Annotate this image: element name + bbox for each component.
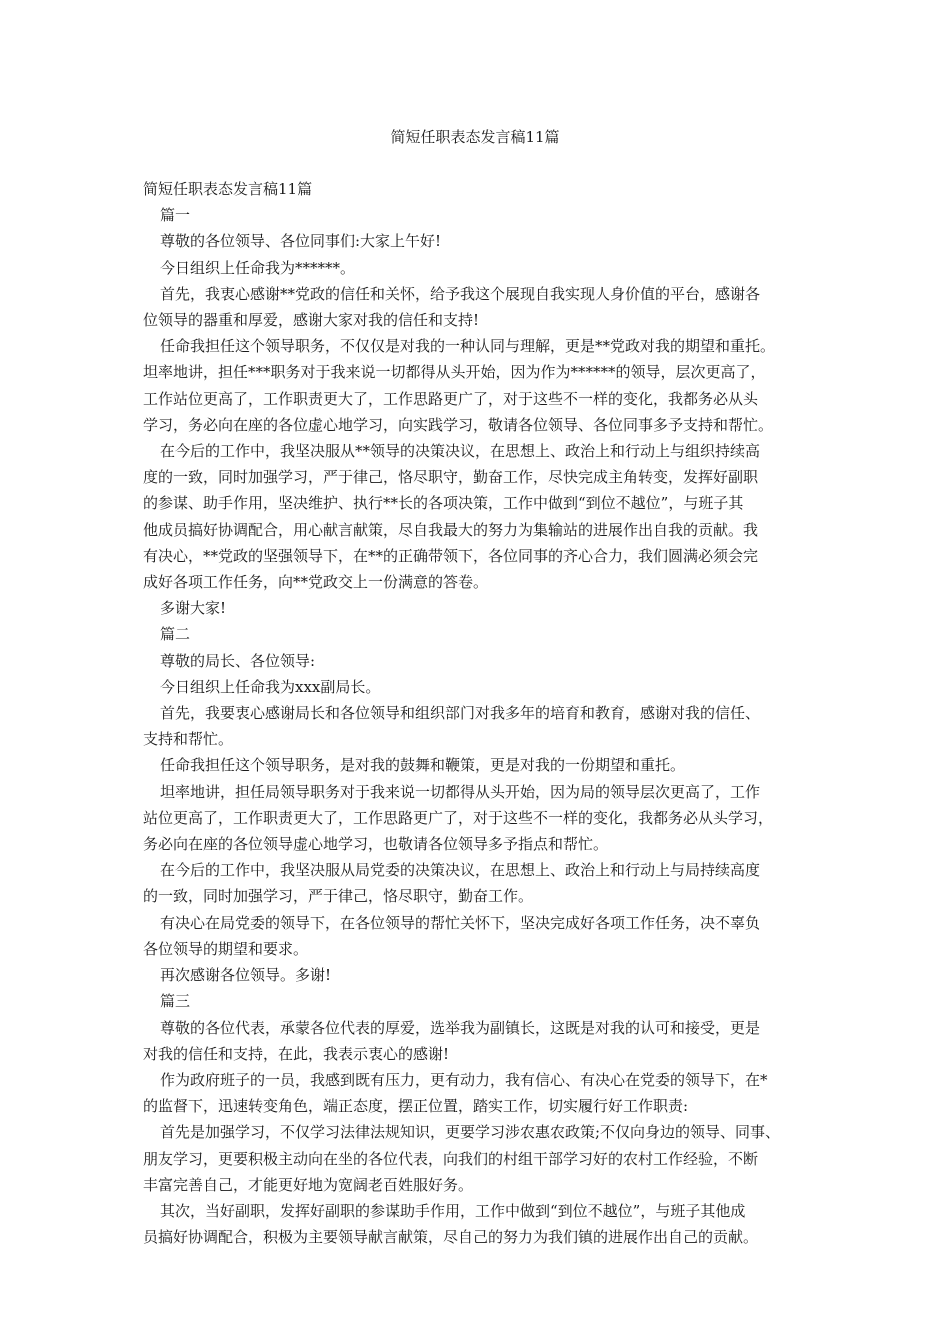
paragraph [143, 202, 823, 228]
paragraph [143, 176, 823, 202]
paragraph-line: 的一致，同时加强学习，严于律己，恪尽职守，勤奋工作。 [143, 887, 534, 906]
paragraph [143, 857, 823, 909]
paragraph-line: 他成员搞好协调配合，用心献言献策，尽自我最大的努力为集输站的进展作出自我的贡献。我 [143, 520, 759, 539]
paragraph-line: 员搞好协调配合，积极为主要领导献言献策，尽自己的努力为我们镇的进展作出自己的贡献。 [143, 1228, 759, 1247]
paragraph-line: 今日组织上任命我为******。 [160, 258, 356, 277]
paragraph-line: 多谢大家! [160, 599, 227, 618]
paragraph [143, 648, 823, 674]
paragraph-line: 再次感谢各位领导。多谢! [160, 966, 332, 985]
paragraph-line: 各位领导的期望和要求。 [143, 939, 309, 958]
paragraph-line: 位领导的器重和厚爱，感谢大家对我的信任和支持! [143, 311, 480, 330]
document-body [143, 176, 823, 1250]
paragraph [143, 438, 823, 595]
paragraph-line: 篇二 [160, 625, 191, 644]
paragraph-line: 尊敬的各位代表，承蒙各位代表的厚爱，选举我为副镇长，这既是对我的认可和接受，更是 [160, 1018, 761, 1037]
paragraph-line: 尊敬的各位领导、各位同事们:大家上午好! [160, 232, 442, 251]
paragraph-line: 的参谋、助手作用，坚决维护、执行**长的各项决策，工作中做到“到位不越位”，与班子其 [143, 494, 744, 513]
paragraph [143, 779, 823, 858]
paragraph-line: 任命我担任这个领导职务，是对我的鼓舞和鞭策，更是对我的一份期望和重托。 [160, 756, 686, 775]
paragraph-line: 其次，当好副职，发挥好副职的参谋助手作用，工作中做到“到位不越位”，与班子其他成 [160, 1201, 746, 1220]
paragraph-line: 篇一 [160, 206, 191, 225]
paragraph [143, 1067, 823, 1119]
paragraph [143, 1198, 823, 1250]
paragraph-line: 首先，我衷心感谢**党政的信任和关怀，给予我这个展现自我实现人身价值的平台，感谢各 [160, 284, 761, 303]
paragraph-line: 站位更高了，工作职责更大了，工作思路更广了，对于这些不一样的变化，我都务必从头学习， [143, 808, 774, 827]
paragraph-line: 度的一致，同时加强学习，严于律己，恪尽职守，勤奋工作，尽快完成主角转变，发挥好副职 [143, 468, 759, 487]
paragraph-line: 工作站位更高了，工作职责更大了，工作思路更广了，对于这些不一样的变化，我都务必从头 [143, 389, 759, 408]
paragraph [143, 1015, 823, 1067]
paragraph [143, 910, 823, 962]
paragraph-line: 在今后的工作中，我坚决服从局党委的决策决议，在思想上、政治上和行动上与局持续高度 [160, 861, 761, 880]
paragraph-line: 坦率地讲，担任***职务对于我来说一切都得从头开始，因为作为******的领导，层次更高了， [143, 363, 766, 382]
paragraph-line: 尊敬的局长、各位领导: [160, 651, 316, 670]
paragraph [143, 621, 823, 647]
document-title: 简短任职表态发言稿11篇 [390, 128, 560, 146]
paragraph-line: 务必向在座的各位领导虚心地学习，也敬请各位领导多予指点和帮忙。 [143, 835, 609, 854]
paragraph-line: 的监督下，迅速转变角色，端正态度，摆正位置，踏实工作，切实履行好工作职责: [143, 1097, 689, 1116]
paragraph-line: 丰富完善自己，才能更好地为宽阔老百姓服好务。 [143, 1175, 474, 1194]
paragraph [143, 674, 823, 700]
paragraph [143, 962, 823, 988]
paragraph [143, 700, 823, 752]
paragraph-line: 简短任职表态发言稿11篇 [143, 180, 313, 198]
paragraph-line: 坦率地讲，担任局领导职务对于我来说一切都得从头开始，因为局的领导层次更高了，工作 [160, 782, 761, 801]
paragraph [143, 752, 823, 778]
paragraph [143, 595, 823, 621]
paragraph-line: 首先，我要衷心感谢局长和各位领导和组织部门对我多年的培育和教育，感谢对我的信任、 [160, 704, 761, 723]
paragraph [143, 281, 823, 333]
paragraph-line: 朋友学习，更要积极主动向在坐的各位代表，向我们的村组干部学习好的农村工作经验，不断 [143, 1149, 759, 1168]
paragraph-line: 作为政府班子的一员，我感到既有压力，更有动力，我有信心、有决心在党委的领导下，在* [160, 1070, 768, 1089]
paragraph [143, 228, 823, 254]
paragraph-line: 首先是加强学习，不仅学习法律法规知识，更要学习涉农惠农政策;不仅向身边的领导、同事、 [160, 1123, 781, 1142]
paragraph [143, 255, 823, 281]
paragraph-line: 有决心在局党委的领导下，在各位领导的帮忙关怀下，坚决完成好各项工作任务，决不辜负 [160, 913, 761, 932]
paragraph-line: 学习，务必向在座的各位虚心地学习，向实践学习，敬请各位领导、各位同事多予支持和帮忙。 [143, 415, 774, 434]
paragraph-line: 对我的信任和支持，在此，我表示衷心的感谢! [143, 1044, 450, 1063]
paragraph-line: 篇三 [160, 992, 191, 1011]
paragraph-line: 今日组织上任命我为xxx副局长。 [160, 677, 381, 696]
paragraph-line: 在今后的工作中，我坚决服从**领导的决策决议，在思想上、政治上和行动上与组织持续高 [160, 442, 761, 461]
paragraph-line: 支持和帮忙。 [143, 730, 234, 749]
paragraph [143, 333, 823, 438]
paragraph-line: 有决心，**党政的坚强领导下，在**的正确带领下，各位同事的齐心合力，我们圆满必须会完 [143, 546, 759, 565]
paragraph-line: 任命我担任这个领导职务，不仅仅是对我的一种认同与理解，更是**党政对我的期望和重托。 [160, 337, 776, 356]
paragraph-line: 成好各项工作任务，向**党政交上一份满意的答卷。 [143, 573, 489, 592]
paragraph [143, 1119, 823, 1198]
paragraph [143, 988, 823, 1014]
